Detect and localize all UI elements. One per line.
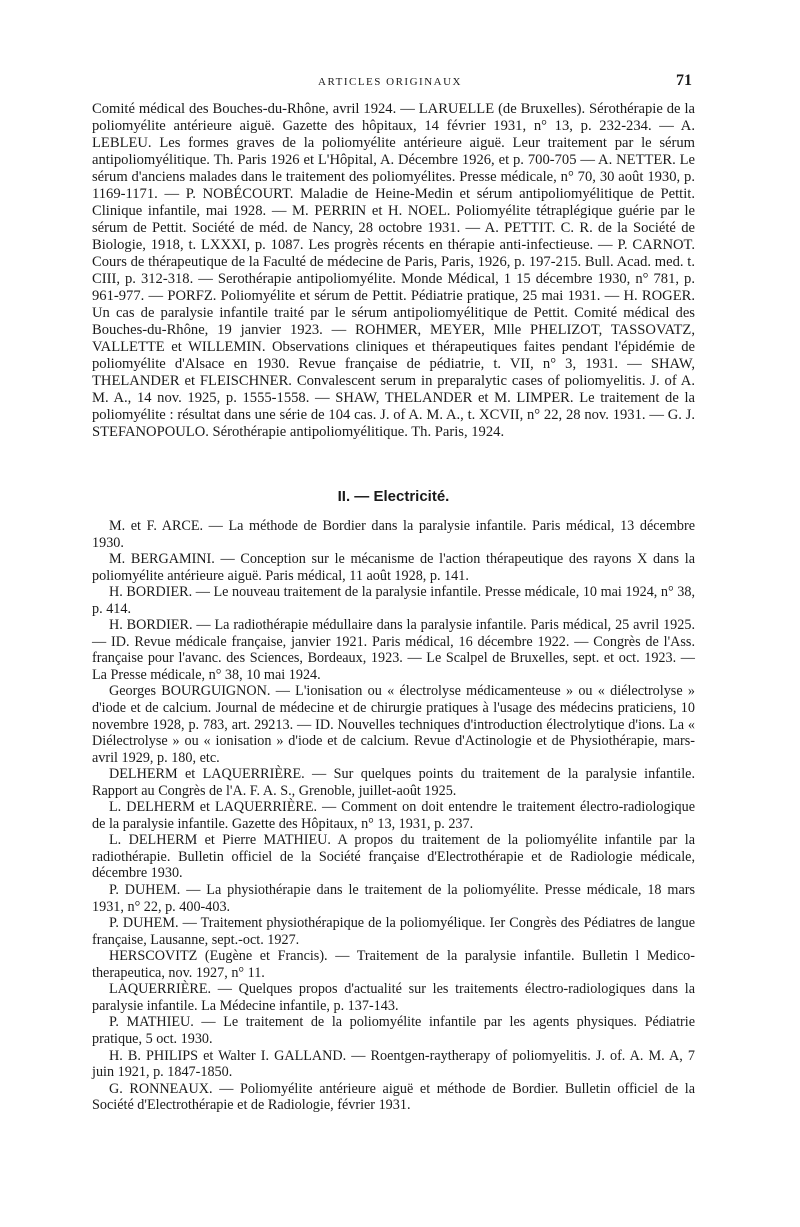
bibliography-entry: H. B. PHILIPS et Walter I. GALLAND. — Roentgen-raytherapy of poliomyelitis. J. of. A. M. A, 7 juin 1921, p. 1847-1850.	[92, 1047, 695, 1081]
bibliography-entry: LAQUERRIÈRE. — Quelques propos d'actualité sur les traitements électro-radiologiques dans la paralysie infantile. La Médecine infantile, p. 137-143.	[92, 981, 695, 1014]
bibliography-entry: L. DELHERM et Pierre MATHIEU. A propos du traitement de la poliomyélite infantile par la radiothérapie. Bulletin officiel de la Société française d'Electrothérapie et de Radiologie médicale, décembre 1930.	[92, 832, 695, 882]
intro-paragraph: Comité médical des Bouches-du-Rhône, avril 1924. — LARUELLE (de Bruxelles). Sérothérapie de la poliomyélite antérieure aiguë. Gazette des hôpitaux, 14 février 1931, n° 13, p. 232-234. — A. LEBLEU. Les formes graves de la poliomyélite antérieure aiguë. Leur traitement par le sérum antipoliomyélitique. Th. Paris 1926 et L'Hôpital, A. Décembre 1926, et p. 700-705 — A. NETTER. Le sérum d'anciens malades dans le traitement des poliomyélites. Presse médicale, n° 70, 30 août 1930, p. 1169-1171. — P. NOBÉCOURT. Maladie de Heine-Medin et sérum antipoliomyélitique de Pettit. Clinique infantile, mai 1928. — M. PERRIN et H. NOEL. Poliomyélite tétraplégique guérie par le sérum de Pettit. Société de méd. de Nancy, 28 octobre 1931. — A. PETTIT. C. R. de la Société de Biologie, 1918, t. LXXXI, p. 1087. Les progrès récents en thérapie anti-infectieuse. — P. CARNOT. Cours de thérapeutique de la Faculté de médecine de Paris, Paris, 1926, p. 197-215. Bull. Acad. med. t. CIII, p. 312-318. — Serothérapie antipoliomyélite. Monde Médical, 1 15 décembre 1930, n° 781, p. 961-977. — PORFZ. Poliomyélite et sérum de Pettit. Pédiatrie pratique, 25 mai 1931. — H. ROGER. Un cas de paralysie infantile traité par le sérum antipoliomyélitique de Pettit. Comité médical des Bouches-du-Rhône, 19 janvier 1923. — ROHMER, MEYER, Mlle PHELIZOT, TASSOVATZ, VALLETTE et WILLEMIN. Observations cliniques et thérapeutiques faites pendant l'épidémie de poliomyélite d'Alsace en 1930. Revue française de pédiatrie, t. VII, n° 3, 1931. — SHAW, THELANDER et FLEISCHNER. Convalescent serum in preparalytic cases of poliomyelitis. J. of A. M. A., 14 nov. 1925, p. 1555-1558. — SHAW, THELANDER et M. LIMPER. Le traitement de la poliomyélite : résultat dans une série de 104 cas. J. of A. M. A., t. XCVII, n° 22, 28 nov. 1931. — G. J. STEFANOPOULO. Sérothérapie antipoliomyélitique. Th. Paris, 1924.	[92, 101, 695, 440]
bibliography-entry: P. DUHEM. — La physiothérapie dans le traitement de la poliomyélite. Presse médicale, 18 mars 1931, n° 22, p. 400-403.	[92, 882, 695, 915]
bibliography-entry: G. RONNEAUX. — Poliomyélite antérieure aiguë et méthode de Bordier. Bulletin officiel de la Société d'Electrothérapie et de Radiologie, février 1931.	[92, 1080, 695, 1114]
bibliography-entry: M. et F. ARCE. — La méthode de Bordier dans la paralysie infantile. Paris médical, 13 décembre 1930.	[92, 518, 695, 551]
bibliography-entry: P. MATHIEU. — Le traitement de la poliomyélite infantile par les agents physiques. Pédiatrie pratique, 5 oct. 1930.	[92, 1014, 695, 1047]
bibliography-entry: H. BORDIER. — Le nouveau traitement de la paralysie infantile. Presse médicale, 10 mai 1924, n° 38, p. 414.	[92, 584, 695, 617]
electricity-bibliography	[92, 518, 695, 1114]
bibliography-entry: HERSCOVITZ (Eugène et Francis). — Traitement de la paralysie infantile. Bulletin l Medico-therapeutica, nov. 1927, n° 11.	[92, 948, 695, 981]
bibliography-entry: P. DUHEM. — Traitement physiothérapique de la poliomyélique. Ier Congrès des Pédiatres de langue française, Lausanne, sept.-oct. 1927.	[92, 915, 695, 948]
bibliography-entry: DELHERM et LAQUERRIÈRE. — Sur quelques points du traitement de la paralysie infantile. Rapport au Congrès de l'A. F. A. S., Grenoble, juillet-août 1925.	[92, 766, 695, 799]
bibliography-entry: M. BERGAMINI. — Conception sur le mécanisme de l'action thérapeutique des rayons X dans la poliomyélite antérieure aiguë. Paris médical, 11 août 1928, p. 141.	[92, 551, 695, 584]
bibliography-continued	[92, 101, 695, 441]
page-number: 71	[676, 72, 692, 89]
bibliography-entry: Georges BOURGUIGNON. — L'ionisation ou « électrolyse médicamenteuse » ou « diélectrolyse » d'iode et de calcium. Journal de médecine et de chirurgie pratiques à l'usage des médecins praticiens, 10 novembre 1928, p. 783, art. 29213. — ID. Nouvelles techniques d'introduction électrolytique d'ions. La « Diélectrolyse » ou « ionisation » d'iode et de calcium. Revue d'Actinologie et de Physiothérapie, mars-avril 1929, p. 180, etc.	[92, 683, 695, 766]
bibliography-entry: L. DELHERM et LAQUERRIÈRE. — Comment on doit entendre le traitement électro-radiologique de la paralysie infantile. Gazette des Hôpitaux, n° 13, 1931, p. 237.	[92, 799, 695, 832]
section-heading: II. — Electricité.	[337, 488, 450, 505]
bibliography-entry: H. BORDIER. — La radiothérapie médullaire dans la paralysie infantile. Paris médical, 25 avril 1925. — ID. Revue médicale française, janvier 1921. Paris médical, 16 décembre 1922. — Congrès de l'Ass. française pour l'avanc. des Sciences, Bordeaux, 1923. — Le Scalpel de Bruxelles, sept. et oct. 1923. — La Presse médicale, n° 38, 10 mai 1924.	[92, 617, 695, 683]
running-title: ARTICLES ORIGINAUX	[318, 76, 462, 88]
